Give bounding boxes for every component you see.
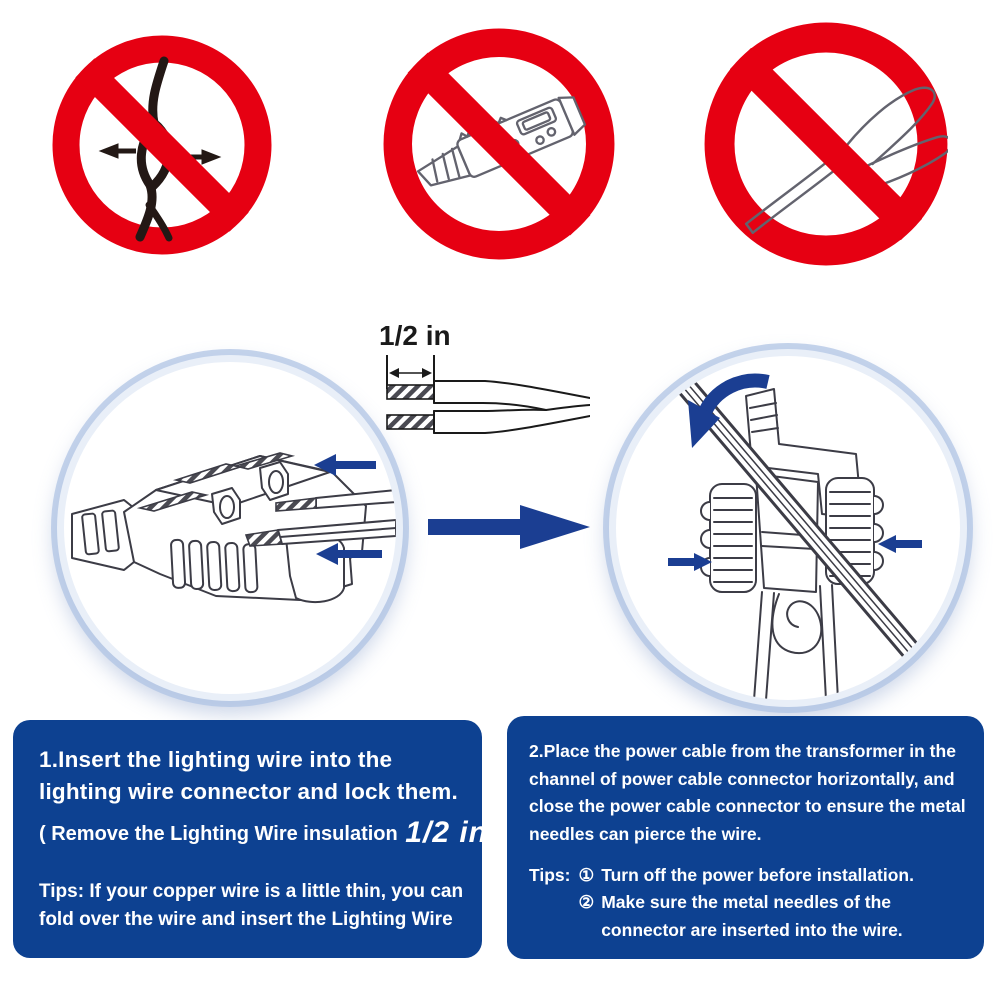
step1-heading: 1.Insert the lighting wire into the lighting wire connector and lock them. <box>39 747 458 804</box>
prohibition-split-wire <box>52 35 272 255</box>
step2-illustration-circle <box>616 356 960 700</box>
power-connector-illustration <box>616 356 960 700</box>
step2-tip-2-number: ② <box>578 892 595 913</box>
next-step-arrow-icon <box>424 496 596 558</box>
step2-tip-1 <box>579 862 969 890</box>
split-wire-icon <box>52 35 272 255</box>
dimension-arrowhead-left <box>389 368 399 378</box>
utility-knife-icon <box>383 28 615 260</box>
step1-panel <box>13 720 503 958</box>
step2-tip-2 <box>579 889 969 944</box>
step2-tips-label: Tips: <box>529 864 571 885</box>
step2-tip-2-text: Make sure the metal needles of the connector are inserted into the wire. <box>601 892 903 940</box>
step1-illustration-circle <box>64 362 396 694</box>
dimension-arrowhead-right <box>422 368 432 378</box>
step2-heading: 2.Place the power cable from the transformer in the channel of power cable connector horizontally, and close the power cable connector to ensure the metal needles can pierce the wire. <box>529 741 966 844</box>
step1-note-suffix: ) <box>495 823 503 845</box>
pliers-icon <box>704 22 948 266</box>
step2-tip-list <box>579 862 969 945</box>
strip-length-diagram <box>335 313 590 445</box>
strip-length-label: 1/2 in <box>379 320 451 351</box>
step1-note-prefix: ( Remove the Lighting Wire insulation <box>39 823 398 845</box>
step1-note <box>39 816 503 850</box>
prohibition-utility-knife <box>383 28 615 260</box>
step1-note-measure: 1/2 in <box>405 816 488 849</box>
stripped-wires-art <box>387 381 590 433</box>
step2-panel <box>507 716 984 959</box>
prohibition-pliers <box>704 22 948 266</box>
lighting-connector-illustration <box>64 362 396 694</box>
step1-tips: Tips: If your copper wire is a little thin, you can fold over the wire and insert the Lighting Wire <box>39 881 464 930</box>
step2-tip-1-number: ① <box>578 864 595 885</box>
step2-tip-1-text: Turn off the power before installation. <box>601 864 914 885</box>
step2-tips <box>529 862 968 945</box>
